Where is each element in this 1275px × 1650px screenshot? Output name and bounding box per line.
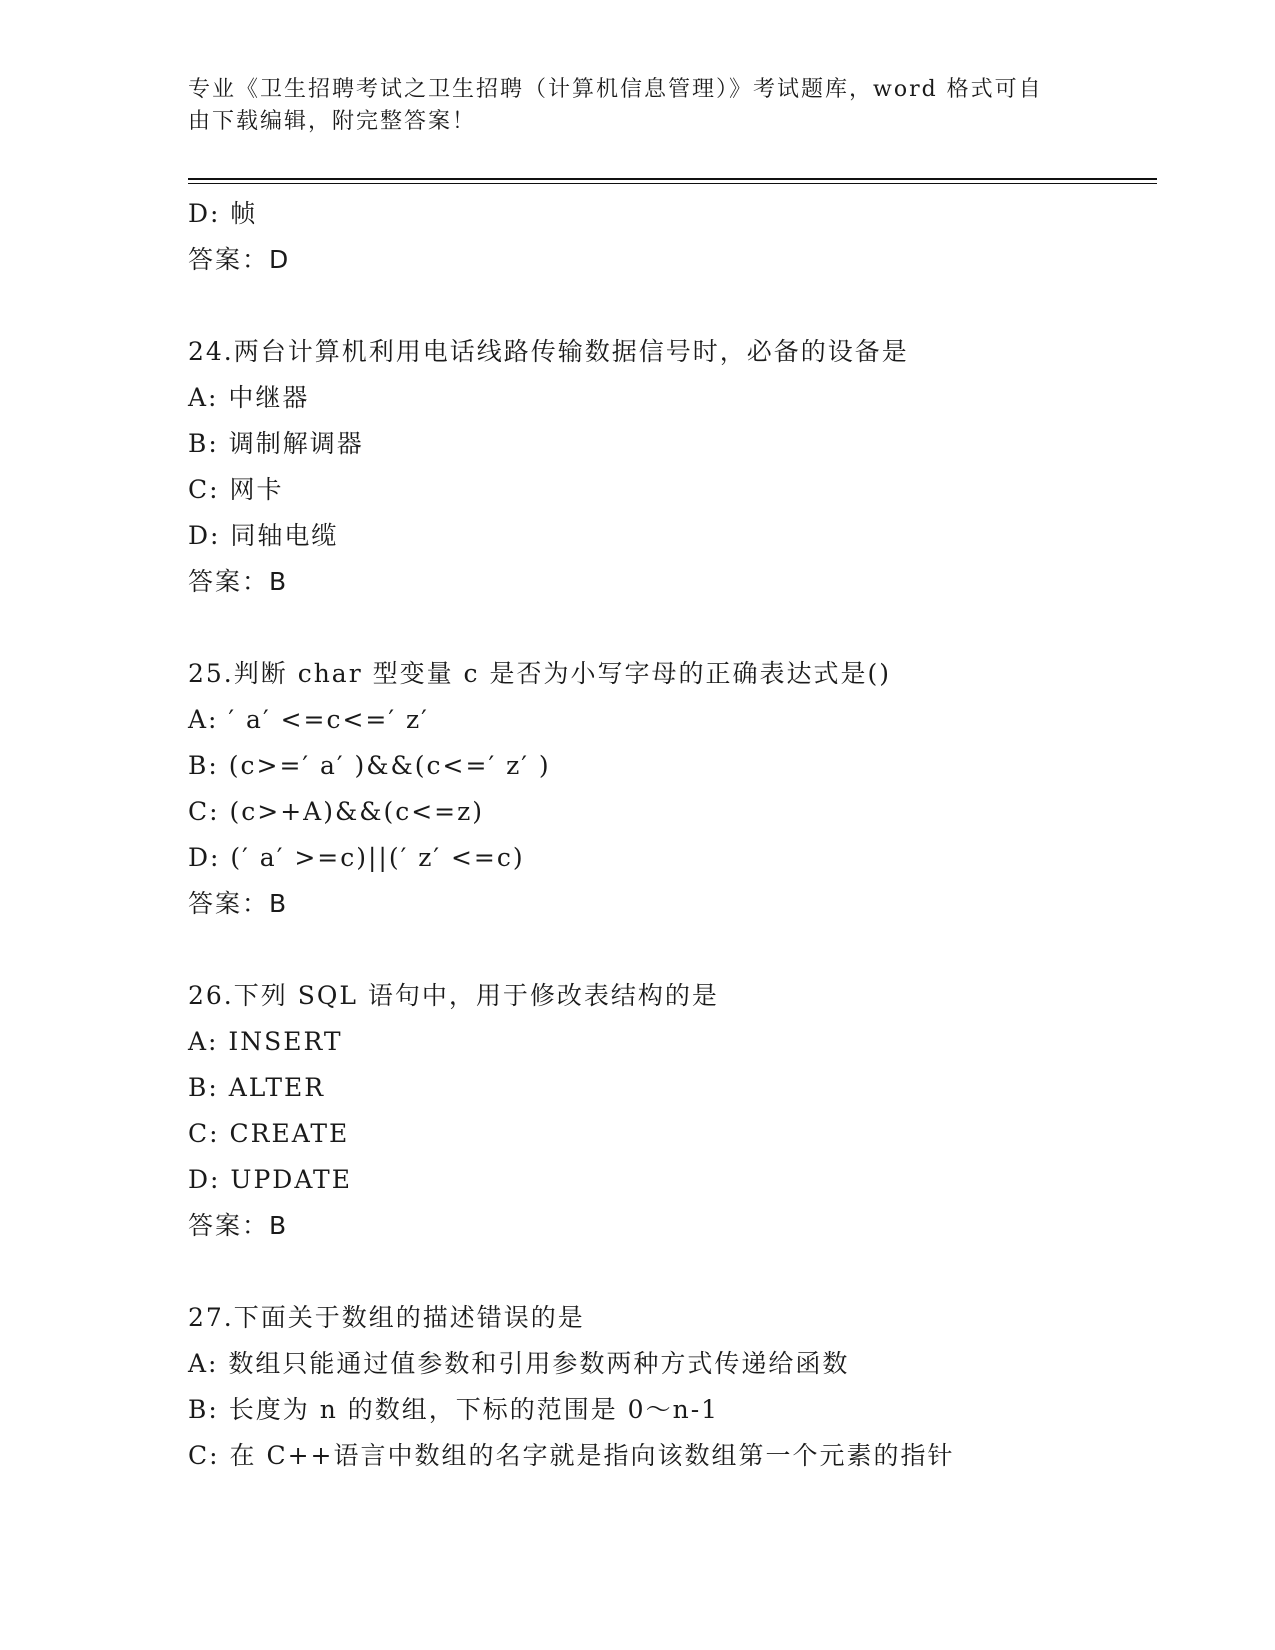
question-stem: 25.判断 char 型变量 c 是否为小写字母的正确表达式是() [188,659,892,688]
option-a: A: 数组只能通过值参数和引用参数两种方式传递给函数 [188,1349,850,1378]
answer: 答案：B [188,1211,289,1240]
option-c: C: 在 C++语言中数组的名字就是指向该数组第一个元素的指针 [188,1441,955,1470]
header-line-1: 专业《卫生招聘考试之卫生招聘（计算机信息管理）》考试题库，word 格式可自 [188,77,1043,102]
header-divider-thick [188,178,1157,180]
document-header [188,74,1068,138]
spacer [188,1249,1148,1295]
spacer [188,283,1148,329]
question-stem: 24.两台计算机利用电话线路传输数据信号时，必备的设备是 [188,337,909,366]
option-c: C: 网卡 [188,475,284,504]
question-stem: 26.下列 SQL 语句中，用于修改表结构的是 [188,981,719,1010]
prev-option-d: D: 帧 [188,199,258,228]
option-b: B: ALTER [188,1073,326,1102]
option-c: C: (c>+A)&&(c<=z) [188,797,485,826]
option-a: A: ′ a′ <=c<=′ z′ [188,705,429,734]
spacer [188,605,1148,651]
option-d: D: UPDATE [188,1165,352,1194]
answer: 答案：B [188,889,289,918]
option-c: C: CREATE [188,1119,350,1148]
option-b: B: 长度为 n 的数组，下标的范围是 0～n-1 [188,1395,720,1424]
option-d: D: 同轴电缆 [188,521,339,550]
header-divider-thin [188,183,1157,184]
answer: 答案：B [188,567,289,596]
option-a: A: INSERT [188,1027,343,1056]
option-b: B: 调制解调器 [188,429,364,458]
option-d: D: (′ a′ >=c)||(′ z′ <=c) [188,843,525,872]
header-line-2: 由下载编辑，附完整答案！ [188,109,477,134]
option-b: B: (c>=′ a′ )&&(c<=′ z′ ) [188,751,551,780]
question-list [188,191,1148,1479]
prev-answer: 答案：D [188,245,291,274]
spacer [188,927,1148,973]
option-a: A: 中继器 [188,383,310,412]
question-stem: 27.下面关于数组的描述错误的是 [188,1303,585,1332]
